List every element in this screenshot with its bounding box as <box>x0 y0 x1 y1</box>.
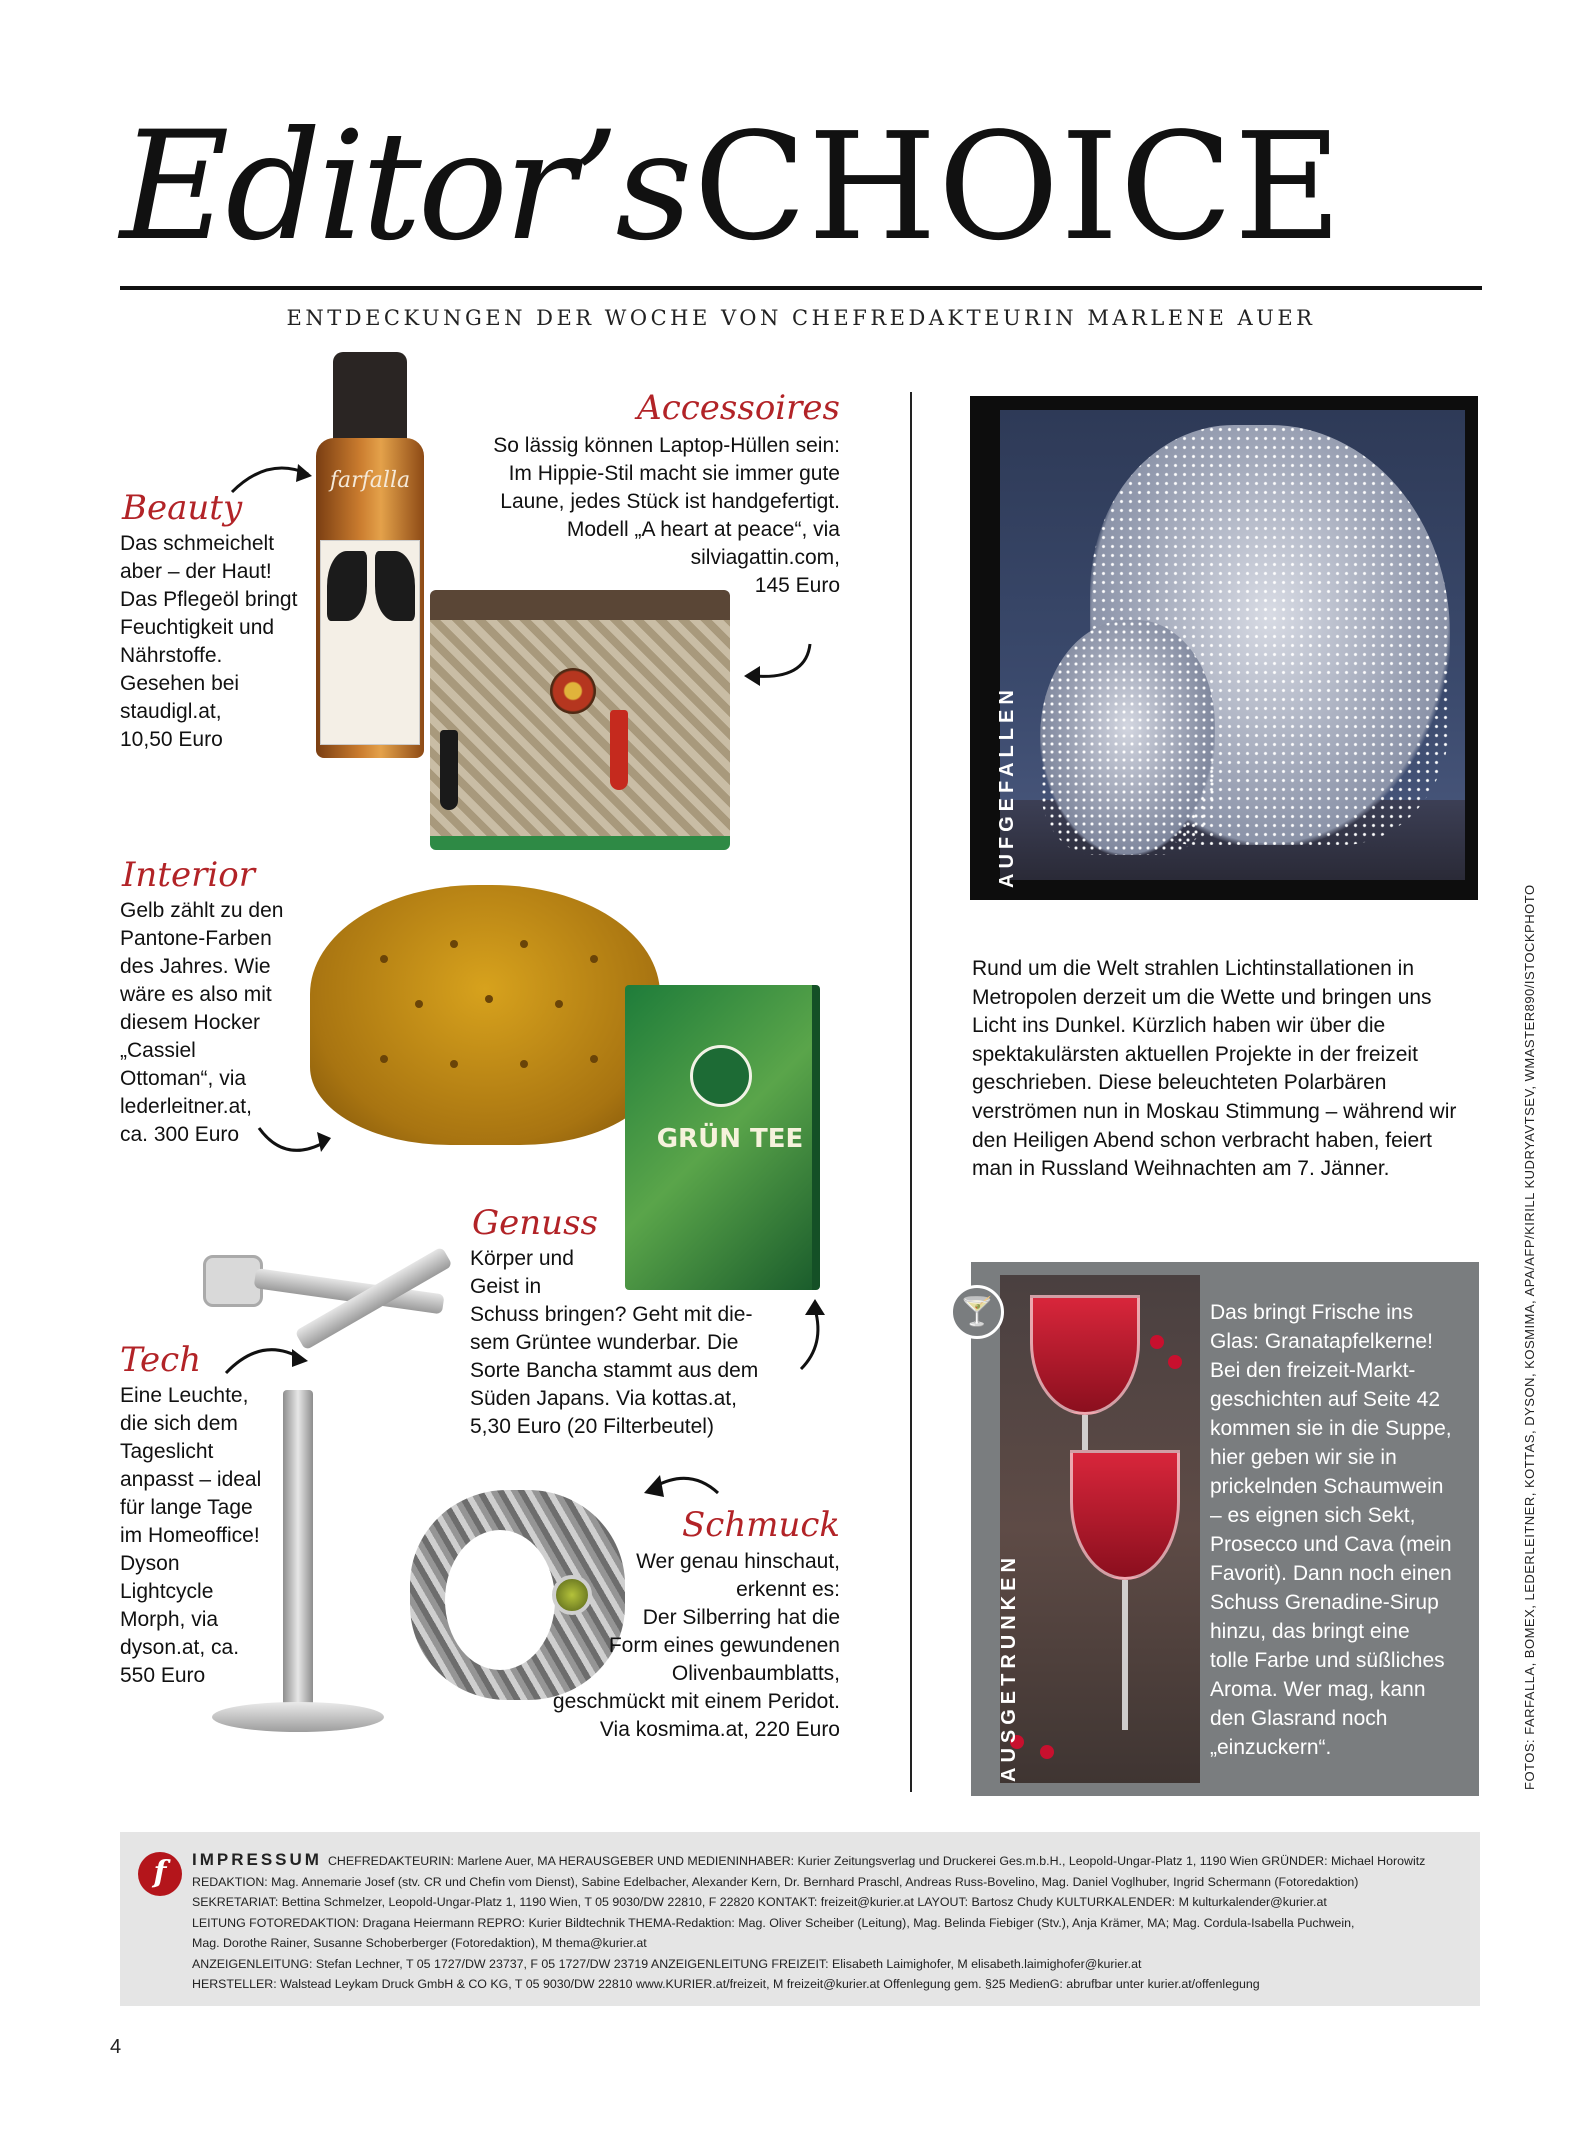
tea-brand-logo <box>690 1045 752 1107</box>
text-line: Aroma. Wer mag, kann <box>1210 1678 1426 1701</box>
text-line: Das Pflegeöl bringt <box>120 588 298 611</box>
text-line: aber – der Haut! <box>120 560 272 583</box>
text-line: Laune, jedes Stück ist handgefertigt. <box>500 490 840 513</box>
bottle-brand: farfalla <box>329 468 411 493</box>
impressum-line: Mag. Dorothe Rainer, Susanne Schoberberger (Fotoredaktion), M thema@kurier.at <box>192 1936 647 1950</box>
column-divider <box>910 392 912 1792</box>
text-line: Lightcycle <box>120 1580 214 1603</box>
text-line: geschrieben. Diese beleuchteten Polarbären <box>972 1071 1387 1095</box>
text-line: Nährstoffe. <box>120 644 223 667</box>
text-line: man in Russland Weihnachten am 7. Jänner. <box>972 1157 1390 1181</box>
bottle-label <box>320 540 420 745</box>
photo-credit: FOTOS: FARFALLA, BOMEX, LEDERLEITNER, KOTTAS, DYSON, KOSMIMA, APA/AFP/KIRILL KUDRYAVTSEV, WMASTER890/ISTOCKPHOTO <box>1522 884 1537 1790</box>
text-line: Geist in <box>470 1275 542 1298</box>
text-line: tolle Farbe und süßliches <box>1210 1649 1445 1672</box>
schmuck-heading: Schmuck <box>681 1505 840 1545</box>
text-line: Bei den freizeit-Markt- <box>1210 1359 1416 1382</box>
text-line: Körper und <box>470 1247 574 1270</box>
arrow-icon <box>255 1120 335 1166</box>
text-line: diesem Hocker <box>120 1011 261 1034</box>
impressum-line: CHEFREDAKTEURIN: Marlene Auer, MA HERAUSGEBER UND MEDIENINHABER: Kurier Zeitungsverlag und Druckerei Ges.m.b.H., Leopold-Ungar-Platz 1, 1190 Wien GRÜNDER: Michael Horowitz <box>327 1854 1426 1868</box>
tech-text <box>120 1382 300 1690</box>
tech-heading: Tech <box>120 1340 202 1380</box>
arrow-icon <box>228 452 318 500</box>
tea-product-text: GRÜN TEE <box>656 1124 804 1154</box>
text-line: Süden Japans. Via kottas.at, <box>470 1387 737 1410</box>
text-line: Favorit). Dann noch einen <box>1210 1562 1452 1585</box>
text-line: Schuss Grenadine-Sirup <box>1210 1591 1439 1614</box>
lamp-base <box>212 1702 384 1732</box>
genuss-text <box>470 1245 810 1441</box>
text-line: So lässig können Laptop-Hüllen sein: <box>493 434 840 457</box>
subtitle: ENTDECKUNGEN DER WOCHE VON CHEFREDAKTEURIN MARLENE AUER <box>286 306 1316 330</box>
text-line: erkennt es: <box>736 1578 840 1601</box>
text-line: Feuchtigkeit und <box>120 616 275 639</box>
ausgetrunken-label: AUSGETRUNKEN <box>998 1553 1020 1782</box>
martini-glass-icon: 🍸 <box>950 1285 1004 1339</box>
text-line: 5,30 Euro (20 Filterbeutel) <box>470 1415 714 1438</box>
text-line: Das bringt Frische ins <box>1210 1301 1414 1324</box>
text-line: ca. 300 Euro <box>120 1123 240 1146</box>
text-line: Gesehen bei <box>120 672 240 695</box>
text-line: Olivenbaumblatts, <box>671 1662 840 1685</box>
text-line: Prosecco und Cava (mein <box>1210 1533 1452 1556</box>
text-line: Form eines gewundenen <box>608 1634 840 1657</box>
text-line: 145 Euro <box>754 574 840 597</box>
text-line: hier geben wir sie in <box>1210 1446 1397 1469</box>
text-line: geschmückt mit einem Peridot. <box>552 1690 840 1713</box>
schmuck-text <box>480 1548 840 1744</box>
title-caps: CHOICE <box>693 101 1343 273</box>
text-line: 550 Euro <box>120 1664 206 1687</box>
arrow-icon <box>640 1465 722 1509</box>
text-line: Ottoman“, via <box>120 1067 247 1090</box>
text-line: Licht ins Dunkel. Kürzlich haben wir über die <box>972 1014 1386 1038</box>
text-line: Gelb zählt zu den <box>120 899 284 922</box>
beauty-heading: Beauty <box>122 488 243 528</box>
text-line: Tageslicht <box>120 1440 214 1463</box>
text-line: Glas: Granatapfelkerne! <box>1210 1330 1433 1353</box>
page-number: 4 <box>110 2036 122 2058</box>
text-line: prickelnden Schaumwein <box>1210 1475 1444 1498</box>
interior-text <box>120 897 320 1149</box>
genuss-heading: Genuss <box>472 1203 598 1243</box>
arrow-icon <box>740 640 820 690</box>
impressum-line: ANZEIGENLEITUNG: Stefan Lechner, T 05 1727/DW 23737, F 05 1727/DW 23719 ANZEIGENLEITUNG FREIZEIT: Elisabeth Laimighofer, M elisabeth.laimighofer@kurier.at <box>192 1956 1142 1971</box>
arrow-icon <box>222 1335 312 1379</box>
text-line: Morph, via <box>120 1608 219 1631</box>
text-line: Das schmeichelt <box>120 532 275 555</box>
arrow-icon <box>795 1295 835 1375</box>
text-line: Wer genau hinschaut, <box>636 1550 840 1573</box>
laptop-sleeve-image <box>430 590 730 850</box>
text-line: wäre es also mit <box>120 983 272 1006</box>
text-line: Modell „A heart at peace“, via <box>566 518 840 541</box>
text-line: Dyson <box>120 1552 180 1575</box>
freizeit-logo: f <box>138 1852 182 1896</box>
aufgefallen-text <box>972 955 1472 1184</box>
impressum-line: HERSTELLER: Walstead Leykam Druck GmbH & CO KG, T 05 9030/DW 22810 www.KURIER.at/freizeit, M freizeit@kurier.at Offenlegung gem. §25 MedienG: abrufbar unter kurier.at/offenlegung <box>192 1977 1260 1991</box>
text-line: hinzu, das bringt eine <box>1210 1620 1410 1643</box>
text-line: spektakulärsten aktuellen Projekte in der freizeit <box>972 1042 1418 1066</box>
text-line: den Glasrand noch <box>1210 1707 1388 1730</box>
text-line: Pantone-Farben <box>120 927 272 950</box>
impressum-title: IMPRESSUM <box>192 1850 322 1869</box>
text-line: – es eignen sich Sekt, <box>1210 1504 1416 1527</box>
text-line: staudigl.at, <box>120 700 222 723</box>
text-line: „Cassiel <box>120 1039 196 1062</box>
accessoires-heading: Accessoires <box>637 388 840 428</box>
accessoires-text <box>440 432 840 600</box>
title-italic: Editor’s <box>120 100 689 274</box>
pomegranate-drink-image <box>1000 1275 1200 1783</box>
title-rule <box>120 286 1482 290</box>
pouf-image <box>310 885 660 1145</box>
impressum-text <box>192 1850 1472 1995</box>
text-line: im Homeoffice! <box>120 1524 260 1547</box>
impressum-line: SEKRETARIAT: Bettina Schmelzer, Leopold-Ungar-Platz 1, 1190 Wien, T 05 9030/DW 22810, F 22820 KONTAKT: freizeit@kurier.at LAYOUT: Bartosz Chudy KULTURKALENDER: M kulturkalender@kurier.at <box>192 1895 1327 1909</box>
lamp-post <box>283 1390 313 1710</box>
page-title <box>120 100 1480 280</box>
text-line: den Heiligen Abend schon verbracht haben, feiert <box>972 1128 1432 1152</box>
text-line: Schuss bringen? Geht mit die- <box>470 1303 753 1326</box>
ausgetrunken-text <box>1210 1298 1470 1762</box>
text-line: des Jahres. Wie <box>120 955 271 978</box>
beauty-text <box>120 530 320 754</box>
text-line: Metropolen derzeit um die Wette und bringen uns <box>972 985 1432 1009</box>
text-line: Im Hippie-Stil macht sie immer gute <box>508 462 840 485</box>
text-line: die sich dem <box>120 1412 238 1435</box>
text-line: geschichten auf Seite 42 <box>1210 1388 1440 1411</box>
text-line: sem Grüntee wunderbar. Die <box>470 1331 739 1354</box>
interior-heading: Interior <box>122 855 255 895</box>
text-line: „einzuckern“. <box>1210 1736 1332 1759</box>
text-line: anpasst – ideal <box>120 1468 262 1491</box>
text-line: Sorte Bancha stammt aus dem <box>470 1359 759 1382</box>
text-line: für lange Tage <box>120 1496 253 1519</box>
text-line: Der Silberring hat die <box>642 1606 840 1629</box>
text-line: Eine Leuchte, <box>120 1384 249 1407</box>
impressum-line: REDAKTION: Mag. Annemarie Josef (stv. CR und Chefin vom Dienst), Sabine Edelbacher, Alexander Kern, Dr. Bernhard Praschl, Andreas Russ-Bovelino, Mag. Daniel Voglhuber, Ingrid Schermann (Fotoredaktion) <box>192 1874 1359 1889</box>
impressum-line: LEITUNG FOTOREDAKTION: Dragana Heiermann REPRO: Kurier Bildtechnik THEMA-Redaktion: Mag. Oliver Scheiber (Leitung), Mag. Belinda Fiebiger (Stv.), Anja Krämer, MA; Mag. Cordula-Isabella Puchwein, <box>192 1915 1355 1930</box>
text-line: kommen sie in die Suppe, <box>1210 1417 1452 1440</box>
text-line: Via kosmima.at, 220 Euro <box>599 1718 840 1741</box>
text-line: 10,50 Euro <box>120 728 223 751</box>
text-line: Rund um die Welt strahlen Lichtinstallationen in <box>972 957 1415 980</box>
aufgefallen-label: AUFGEFALLEN <box>996 685 1018 888</box>
text-line: lederleitner.at, <box>120 1095 252 1118</box>
small-light-bear <box>1040 620 1215 855</box>
text-line: verströmen nun in Moskau Stimmung – während wir <box>972 1099 1457 1123</box>
sleeve-medallion <box>550 668 596 714</box>
text-line: dyson.at, ca. <box>120 1636 240 1659</box>
oil-bottle-cap <box>333 352 407 444</box>
text-line: silviagattin.com, <box>690 546 840 569</box>
